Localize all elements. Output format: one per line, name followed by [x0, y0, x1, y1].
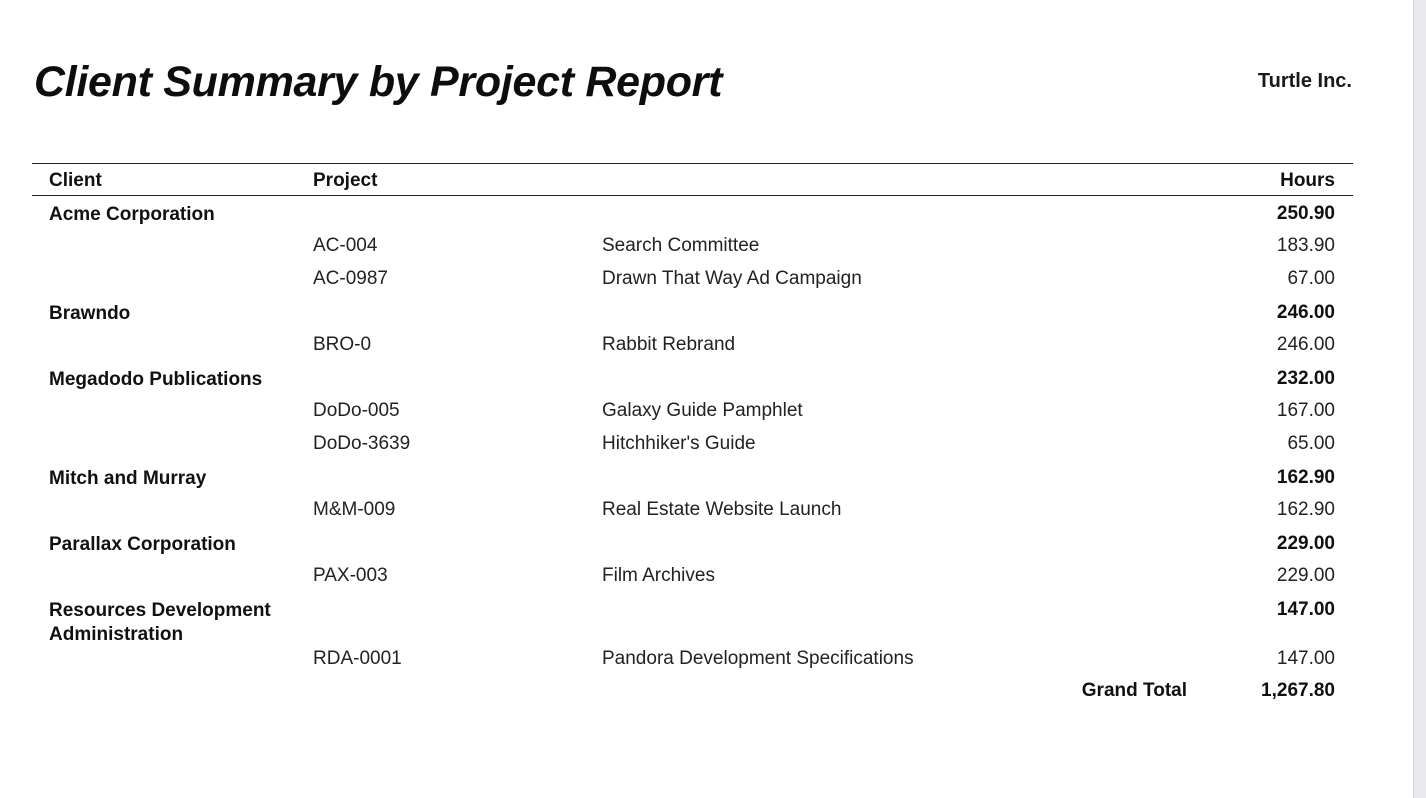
- project-hours: 246.00: [1276, 334, 1335, 355]
- client-name: Brawndo: [49, 303, 131, 324]
- project-code: BRO-0: [313, 334, 372, 355]
- client-row: [32, 460, 1353, 493]
- project-code: DoDo-3639: [313, 433, 411, 454]
- header-project: Project: [313, 170, 378, 191]
- client-row: [32, 295, 1353, 328]
- grand-total-row: [32, 674, 1353, 710]
- grand-total-value: 1,267.80: [1261, 680, 1335, 701]
- project-code: AC-0987: [313, 268, 388, 289]
- project-code: M&M-009: [313, 499, 396, 520]
- client-total-hours: 162.90: [1276, 467, 1335, 488]
- grand-total-label: Grand Total: [1081, 680, 1187, 701]
- project-row: [32, 262, 1353, 295]
- page-edge: [1413, 0, 1426, 798]
- project-row: [32, 427, 1353, 460]
- client-name: Parallax Corporation: [49, 534, 236, 555]
- project-hours: 229.00: [1276, 565, 1335, 586]
- client-total-hours: 229.00: [1276, 533, 1335, 554]
- header-client: Client: [49, 170, 102, 191]
- project-name: Hitchhiker's Guide: [602, 433, 756, 454]
- client-row: [32, 196, 1353, 229]
- project-row: [32, 229, 1353, 262]
- company-name: Turtle Inc.: [1257, 70, 1352, 92]
- project-code: PAX-003: [313, 565, 388, 586]
- project-code: RDA-0001: [313, 648, 402, 669]
- client-name: Acme Corporation: [49, 204, 215, 225]
- project-hours: 183.90: [1276, 235, 1335, 256]
- project-name: Pandora Development Specifications: [602, 648, 914, 669]
- client-name: Resources Development Administration: [49, 600, 271, 645]
- project-code: AC-004: [313, 235, 378, 256]
- report-table: [32, 163, 1353, 710]
- project-hours: 162.90: [1276, 499, 1335, 520]
- client-row: [32, 526, 1353, 559]
- project-row: [32, 493, 1353, 526]
- report-title: Client Summary by Project Report: [34, 58, 723, 106]
- client-row: [32, 361, 1353, 394]
- client-total-hours: 147.00: [1276, 599, 1335, 620]
- project-name: Drawn That Way Ad Campaign: [602, 268, 862, 289]
- project-hours: 167.00: [1276, 400, 1335, 421]
- client-name: Megadodo Publications: [49, 369, 263, 390]
- client-name: Mitch and Murray: [49, 468, 207, 489]
- project-hours: 67.00: [1287, 268, 1335, 289]
- project-row: [32, 559, 1353, 592]
- project-hours: 65.00: [1287, 433, 1335, 454]
- project-name: Rabbit Rebrand: [602, 334, 736, 355]
- project-code: DoDo-005: [313, 400, 400, 421]
- project-name: Search Committee: [602, 235, 760, 256]
- project-name: Galaxy Guide Pamphlet: [602, 400, 803, 421]
- client-total-hours: 232.00: [1276, 368, 1335, 389]
- client-total-hours: 250.90: [1276, 203, 1335, 224]
- table-header: [32, 163, 1353, 196]
- client-row: [32, 592, 1353, 645]
- header-hours: Hours: [1280, 170, 1335, 191]
- client-total-hours: 246.00: [1276, 302, 1335, 323]
- project-row: [32, 642, 1353, 674]
- project-name: Real Estate Website Launch: [602, 499, 842, 520]
- project-hours: 147.00: [1276, 648, 1335, 669]
- project-name: Film Archives: [602, 565, 715, 586]
- project-row: [32, 328, 1353, 361]
- project-row: [32, 394, 1353, 427]
